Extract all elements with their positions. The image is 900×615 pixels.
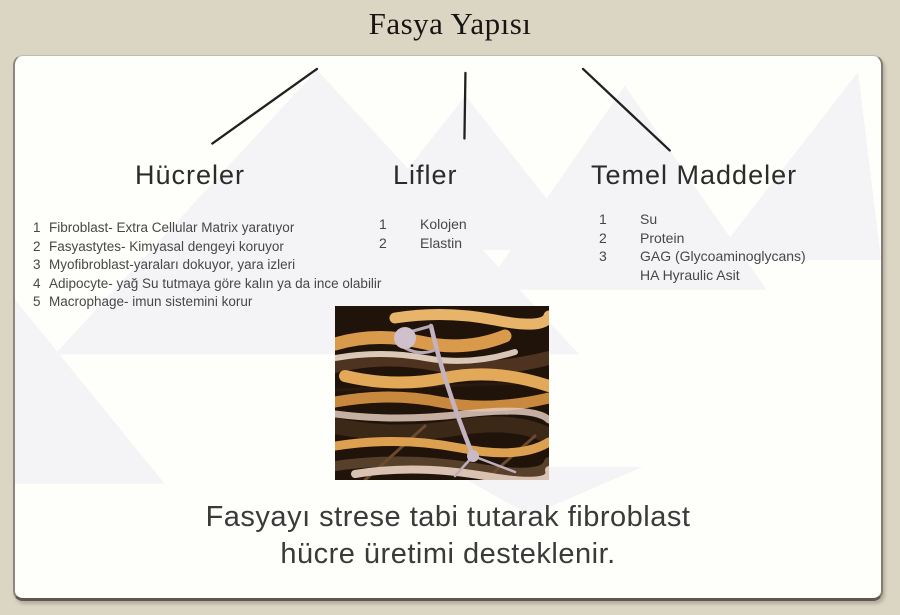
item-number: 1 (33, 220, 41, 235)
item-text: Kolojen (420, 216, 467, 232)
item-number: 4 (33, 275, 41, 291)
item-number: 3 (599, 248, 607, 265)
column-header-lifler: Lifler (393, 160, 458, 190)
caption-line-2: hücre üretimi desteklenir. (280, 538, 616, 570)
lifler-list (379, 215, 467, 252)
item-text: GAG (Glycoaminoglycans) (640, 248, 806, 265)
column-header-temel: Temel Maddeler (591, 160, 798, 190)
item-number (599, 266, 640, 285)
item-number: 1 (599, 211, 607, 227)
list-item (33, 238, 381, 257)
column-header-hucreler: Hücreler (135, 160, 246, 190)
item-text: HA Hyraulic Asit (640, 266, 740, 283)
list-item (33, 219, 381, 238)
list-item (33, 293, 381, 312)
list-item (599, 266, 806, 285)
list-item (379, 215, 467, 234)
list-item (379, 234, 467, 253)
item-number: 2 (33, 238, 41, 254)
list-item (599, 229, 806, 248)
list-item (33, 275, 381, 294)
list-item (599, 210, 806, 229)
list-item (599, 247, 806, 266)
hucreler-list (33, 219, 381, 312)
temel-maddeler-list (599, 210, 806, 284)
item-text: Myofibroblast-yaraları dokuyor, yara izleri (49, 257, 296, 273)
caption-line-1: Fasyayı strese tabi tutarak fibroblast (205, 501, 691, 533)
item-number: 1 (379, 216, 387, 232)
item-text: Fibroblast- Extra Cellular Matrix yaratıyor (49, 220, 295, 235)
bottom-caption (15, 499, 881, 573)
page-title: Fasya Yapısı (368, 6, 532, 41)
item-text: Macrophage- imun sistemini korur (49, 294, 253, 310)
item-text: Su (640, 211, 658, 227)
item-text: Protein (640, 229, 685, 246)
slide-body (13, 55, 883, 601)
item-number: 2 (599, 229, 607, 246)
item-text: Elastin (420, 234, 463, 251)
item-number: 5 (33, 294, 41, 310)
item-number: 2 (379, 234, 387, 251)
item-number: 3 (33, 257, 41, 273)
list-item (33, 256, 381, 275)
fascia-tissue-micrograph-image (335, 306, 549, 480)
item-text: Fasyastytes- Kimyasal dengeyi koruyor (49, 238, 284, 254)
item-text: Adipocyte- yağ Su tutmaya göre kalın ya da ince olabilir (49, 275, 382, 291)
